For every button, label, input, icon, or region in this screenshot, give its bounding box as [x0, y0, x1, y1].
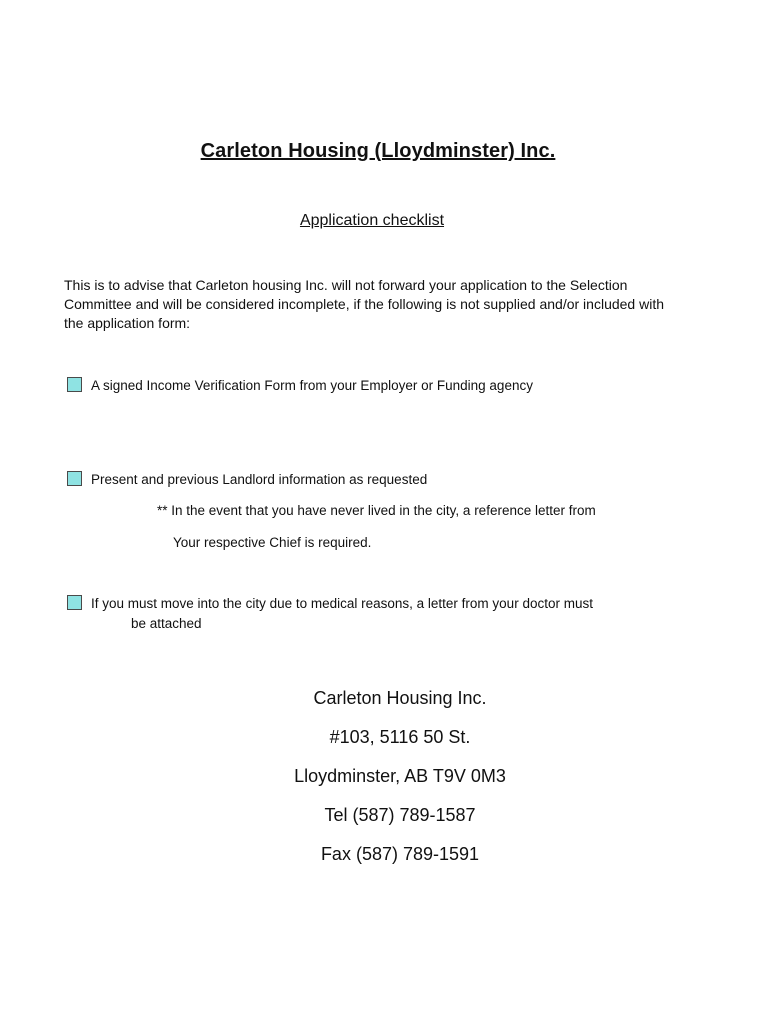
- address-street: #103, 5116 50 St.: [329, 727, 471, 747]
- intro-paragraph: This is to advise that Carleton housing Inc. will not forward your application to the Selection Committee and will be considered incomplete, if the following is not supplied and/or included with the application form:: [64, 277, 664, 331]
- checklist-item-label: [91, 594, 671, 634]
- page-title: Carleton Housing (Lloydminster) Inc.: [200, 140, 556, 162]
- address-city: Lloydminster, AB T9V 0M3: [294, 766, 506, 786]
- page-subtitle: Application checklist: [299, 212, 445, 229]
- address-telephone: Tel (587) 789-1587: [324, 805, 476, 825]
- landlord-note-line-1: ** In the event that you have never lived in the city, a reference letter from: [157, 503, 596, 518]
- checklist-item-label: Present and previous Landlord information as requested: [91, 472, 428, 487]
- medical-label-line-2: be attached: [131, 616, 202, 631]
- medical-label-line-1: If you must move into the city due to medical reasons, a letter from your doctor must: [91, 596, 593, 611]
- address-company-name: Carleton Housing Inc.: [313, 688, 487, 708]
- landlord-info-checkbox[interactable]: [67, 471, 82, 486]
- landlord-note-line-2: Your respective Chief is required.: [173, 535, 372, 550]
- address-fax: Fax (587) 789-1591: [320, 844, 480, 864]
- income-verification-checkbox[interactable]: [67, 377, 82, 392]
- checklist-item-label: A signed Income Verification Form from your Employer or Funding agency: [91, 378, 533, 393]
- medical-letter-checkbox[interactable]: [67, 595, 82, 610]
